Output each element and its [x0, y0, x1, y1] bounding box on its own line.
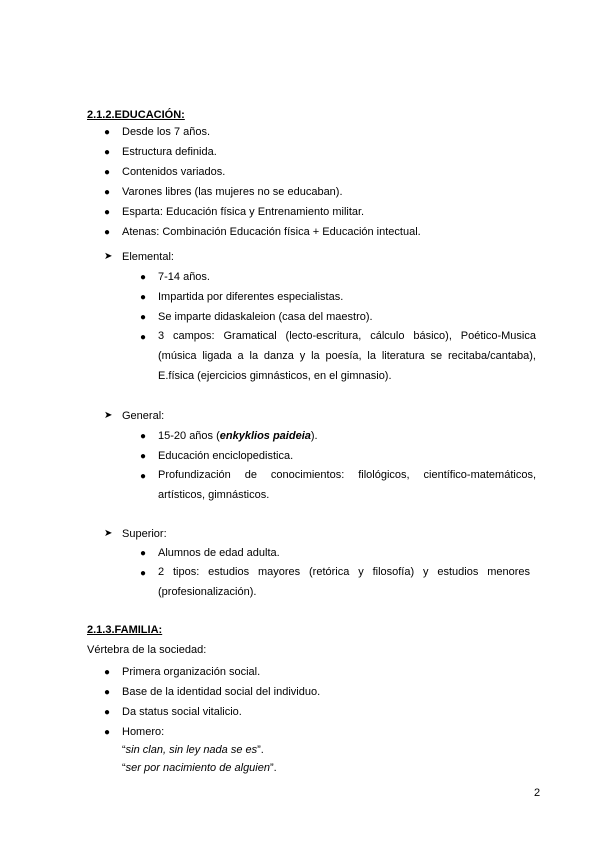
list-item: Primera organización social. — [122, 666, 261, 678]
bullet-icon: ● — [104, 687, 111, 698]
subsection-label-general: General: — [122, 410, 165, 422]
list-item: Da status social vitalicio. — [122, 706, 242, 718]
arrow-bullet-icon: ➤ — [104, 528, 113, 539]
bullet-icon: ● — [140, 431, 147, 442]
list-item: Contenidos variados. — [122, 166, 226, 178]
quote-line: “ser por nacimiento de alguien”. — [122, 762, 277, 774]
page-number: 2 — [534, 787, 541, 799]
bullet-icon: ● — [140, 292, 147, 303]
bullet-icon: ● — [104, 207, 111, 218]
bullet-icon: ● — [140, 332, 147, 343]
bullet-icon: ● — [104, 167, 111, 178]
bullet-icon: ● — [104, 707, 111, 718]
quote-line: “sin clan, sin ley nada se es”. — [122, 744, 264, 756]
bullet-icon: ● — [140, 568, 147, 579]
section-heading-familia: 2.1.3.FAMILIA: — [87, 624, 163, 636]
list-item: Estructura definida. — [122, 146, 217, 158]
bullet-icon: ● — [140, 312, 147, 323]
subsection-label-superior: Superior: — [122, 528, 167, 540]
bullet-icon: ● — [140, 471, 147, 482]
quote-text: sin clan, sin ley nada se es — [125, 744, 258, 756]
list-item: 15-20 años (enkyklios paideia). — [158, 430, 318, 442]
list-item: Atenas: Combinación Educación física + Educación intectual. — [122, 226, 421, 238]
bullet-icon: ● — [140, 451, 147, 462]
bullet-icon: ● — [104, 667, 111, 678]
list-item: Alumnos de edad adulta. — [158, 547, 280, 559]
familia-intro: Vértebra de la sociedad: — [87, 644, 207, 656]
list-item: Desde los 7 años. — [122, 126, 211, 138]
bullet-icon: ● — [140, 272, 147, 283]
list-item: 7-14 años. — [158, 271, 210, 283]
bullet-icon: ● — [104, 727, 111, 738]
list-item: Impartida por diferentes especialistas. — [158, 291, 344, 303]
list-item-line: (música ligada a la danza y la poesía, la literatura se recitaba/cantaba), — [158, 350, 536, 362]
quote-text: ser por nacimiento de alguien — [125, 762, 270, 774]
bullet-icon: ● — [104, 227, 111, 238]
list-item: Base de la identidad social del individuo. — [122, 686, 321, 698]
list-item-line: 2 tipos: estudios mayores (retórica y filosofía) y estudios menores — [158, 566, 530, 578]
list-item-line: Profundización de conocimientos: filológicos, científico-matemáticos, — [158, 469, 536, 481]
list-item-line: 3 campos: Gramatical (lecto-escritura, cálculo básico), Poético-Musica — [158, 330, 536, 342]
bullet-icon: ● — [104, 147, 111, 158]
bullet-icon: ● — [104, 187, 111, 198]
list-item: Esparta: Educación física y Entrenamiento militar. — [122, 206, 365, 218]
arrow-bullet-icon: ➤ — [104, 410, 113, 421]
list-item-line: artísticos, gimnásticos. — [158, 489, 270, 501]
list-item: Homero: — [122, 726, 165, 738]
greek-term: enkyklios paideia — [219, 430, 311, 442]
subsection-label-elemental: Elemental: — [122, 251, 174, 263]
list-item: Se imparte didaskaleion (casa del maestro). — [158, 311, 373, 323]
bullet-icon: ● — [140, 548, 147, 559]
bullet-icon: ● — [104, 127, 111, 138]
list-item-line: E.física (ejercicios gimnásticos, en el gimnasio). — [158, 370, 392, 382]
arrow-bullet-icon: ➤ — [104, 251, 113, 262]
list-item: Educación enciclopedistica. — [158, 450, 294, 462]
list-item-line: (profesionalización). — [158, 586, 257, 598]
section-heading-educacion: 2.1.2.EDUCACIÓN: — [87, 109, 185, 121]
list-item: Varones libres (las mujeres no se educaban). — [122, 186, 343, 198]
